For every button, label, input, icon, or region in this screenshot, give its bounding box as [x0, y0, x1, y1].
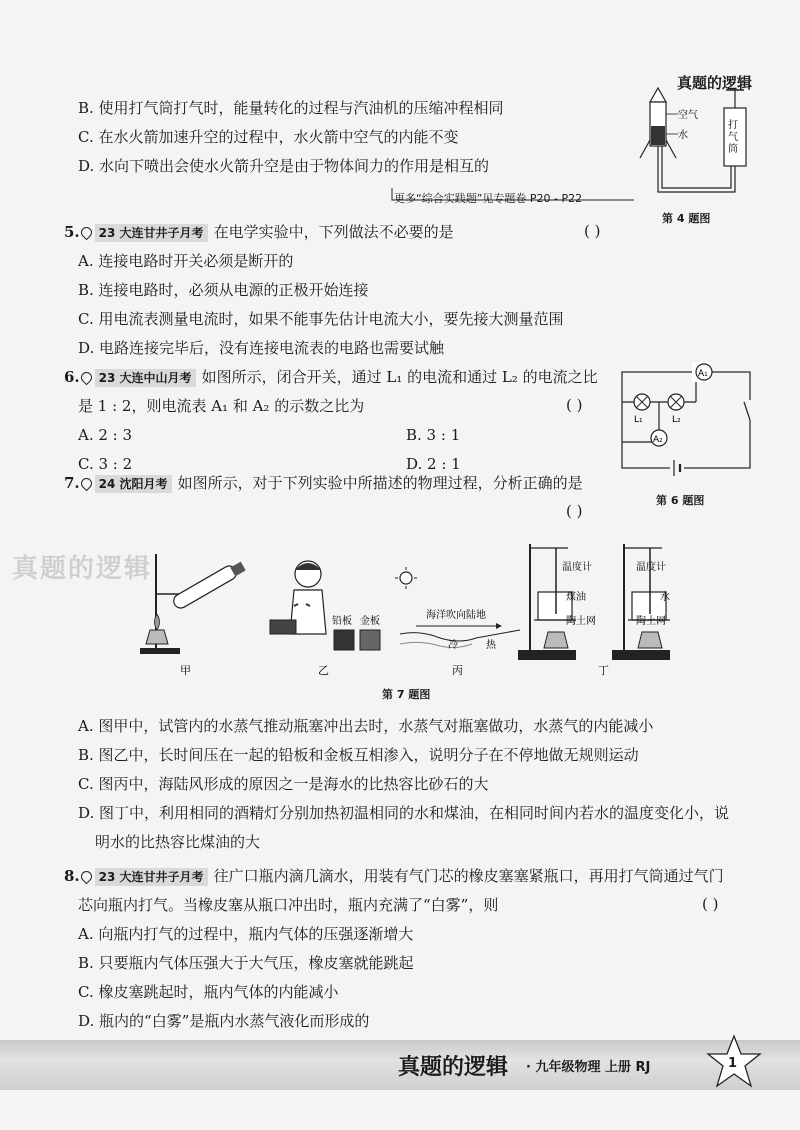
q4-label-pump-2: 气 [728, 132, 738, 143]
footer-brand: 真题的逻辑 [398, 1055, 509, 1080]
figure-bing [395, 567, 520, 651]
q8-option-b: B. 只要瓶内气体压强大于大气压，橡皮塞就能跳起 [78, 954, 414, 972]
lamp-l1-label: L₁ [634, 415, 643, 425]
q4-label-pump-1: 打 [728, 120, 738, 131]
q5-paren: ( ) [584, 222, 601, 240]
figure-yi [270, 561, 380, 650]
ammeter-a1-label: A₁ [698, 369, 708, 379]
location-pin-icon [78, 225, 94, 241]
q5-option-b: B. 连接电路时，必须从电源的正极开始连接 [78, 281, 369, 299]
q6-stem-line [64, 367, 598, 387]
label-thermometer-2: 温度计 [636, 562, 666, 573]
q7-tag: 24 沈阳月考 [95, 475, 172, 493]
q5-option-a: A. 连接电路时开关必须是断开的 [78, 252, 294, 270]
q6-tag: 23 大连中山月考 [95, 369, 196, 387]
sun-icon [400, 572, 412, 584]
q7-option-a: A. 图甲中，试管内的水蒸气推动瓶塞冲出去时，水蒸气对瓶塞做功，水蒸气的内能减小 [78, 717, 654, 735]
q7-stem: 如图所示，对于下列实验中所描述的物理过程，分析正确的是 [177, 474, 583, 492]
q7-caption: 第 7 题图 [382, 688, 431, 701]
location-pin-icon [78, 476, 94, 492]
figure-label-ding: 丁 [598, 664, 609, 677]
label-hot: 热 [486, 640, 496, 651]
location-pin-icon [78, 370, 94, 386]
q6-option-a: A. 2 : 3 [78, 426, 133, 444]
q8-tag: 23 大连甘井子月考 [95, 868, 208, 886]
ammeter-a2-label: A₂ [653, 435, 663, 445]
figure-jia [140, 554, 246, 654]
q8-stem-2: 芯向瓶内打气。当橡皮塞从瓶口冲出时，瓶内充满了“白雾”，则 [78, 896, 499, 914]
q5-stem: 在电学实验中，下列做法不必要的是 [213, 223, 454, 241]
label-water: 水 [660, 592, 670, 603]
label-gauze-1: 陶土网 [566, 616, 596, 627]
watermark-left: 真题的逻辑 [12, 554, 153, 584]
q8-option-c: C. 橡皮塞跳起时，瓶内气体的内能减小 [78, 983, 339, 1001]
q6-caption: 第 6 题图 [656, 494, 705, 507]
label-lead: 铅板 [332, 616, 352, 627]
q8-paren: ( ) [702, 895, 719, 913]
q5-option-c: C. 用电流表测量电流时，如果不能事先估计电流大小，要先接大测量范围 [78, 310, 564, 328]
lamp-l2-label: L₂ [672, 415, 681, 425]
q6-number: 6. [64, 368, 80, 386]
q8-option-a: A. 向瓶内打气的过程中，瓶内气体的压强逐渐增大 [78, 925, 414, 943]
figure-label-jia: 甲 [180, 664, 191, 677]
label-gold: 金板 [360, 616, 380, 627]
q4-note: 更多“综合实践题”见专题卷 P20 - P22 [394, 192, 583, 205]
q7-figure [120, 534, 680, 684]
q6-stem: 如图所示，闭合开关，通过 L₁ 的电流和通过 L₂ 的电流之比 [201, 368, 598, 386]
q6-paren: ( ) [566, 396, 583, 414]
q4-option-c: C. 在水火箭加速升空的过程中，水火箭中空气的内能不变 [78, 128, 459, 146]
q6-circuit-figure [612, 360, 762, 482]
q7-paren: ( ) [566, 502, 583, 520]
q4-label-air: 空气 [678, 110, 698, 121]
q7-number: 7. [64, 474, 80, 492]
q8-stem-line [64, 866, 724, 886]
q6-stem-2: 是 1 : 2，则电流表 A₁ 和 A₂ 的示数之比为 [78, 397, 365, 415]
label-cold: 冷 [448, 640, 458, 651]
q7-option-d: D. 图丁中，利用相同的酒精灯分别加热初温相同的水和煤油，在相同时间内若水的温度变化小，说 [78, 804, 730, 822]
q5-tag: 23 大连甘井子月考 [95, 224, 208, 242]
label-thermometer-1: 温度计 [562, 562, 592, 573]
q5-option-d: D. 电路连接完毕后，没有连接电流表的电路也需要试触 [78, 339, 445, 357]
q4-figure [620, 82, 770, 202]
q8-stem: 往广口瓶内滴几滴水，用装有气门芯的橡皮塞塞紧瓶口，再用打气筒通过气门 [213, 867, 724, 885]
figure-label-bing: 丙 [452, 664, 463, 677]
location-pin-icon [78, 869, 94, 885]
q8-number: 8. [64, 867, 80, 885]
footer-subtitle: · 九年级物理 上册 RJ [526, 1060, 651, 1075]
q6-option-c: C. 3 : 2 [78, 455, 133, 473]
label-wind: 海洋吹向陆地 [426, 610, 486, 621]
label-gauze-2: 陶土网 [636, 616, 666, 627]
q4-caption: 第 4 题图 [662, 212, 711, 225]
q4-option-d: D. 水向下喷出会使水火箭升空是由于物体间力的作用是相互的 [78, 157, 490, 175]
page-number: 1 [728, 1056, 738, 1071]
q5-stem-line [64, 222, 454, 242]
figure-label-yi: 乙 [318, 664, 329, 677]
q6-option-d: D. 2 : 1 [406, 455, 461, 473]
q4-label-pump-3: 筒 [728, 144, 738, 155]
q6-option-b: B. 3 : 1 [406, 426, 461, 444]
q7-stem-line [64, 473, 583, 493]
q4-option-b: B. 使用打气筒打气时，能量转化的过程与汽油机的压缩冲程相同 [78, 99, 504, 117]
q7-option-c: C. 图丙中，海陆风形成的原因之一是海水的比热容比砂石的大 [78, 775, 489, 793]
label-kerosene: 煤油 [566, 592, 586, 603]
q7-option-b: B. 图乙中，长时间压在一起的铅板和金板互相渗入，说明分子在不停地做无规则运动 [78, 746, 639, 764]
q7-option-d-cont: 明水的比热容比煤油的大 [95, 833, 261, 851]
header-brand: 真题的逻辑 [676, 74, 752, 92]
figure-ding [518, 544, 670, 660]
q8-option-d: D. 瓶内的“白雾”是瓶内水蒸气液化而形成的 [78, 1012, 370, 1030]
q4-label-water: 水 [678, 130, 688, 141]
q5-number: 5. [64, 223, 80, 241]
